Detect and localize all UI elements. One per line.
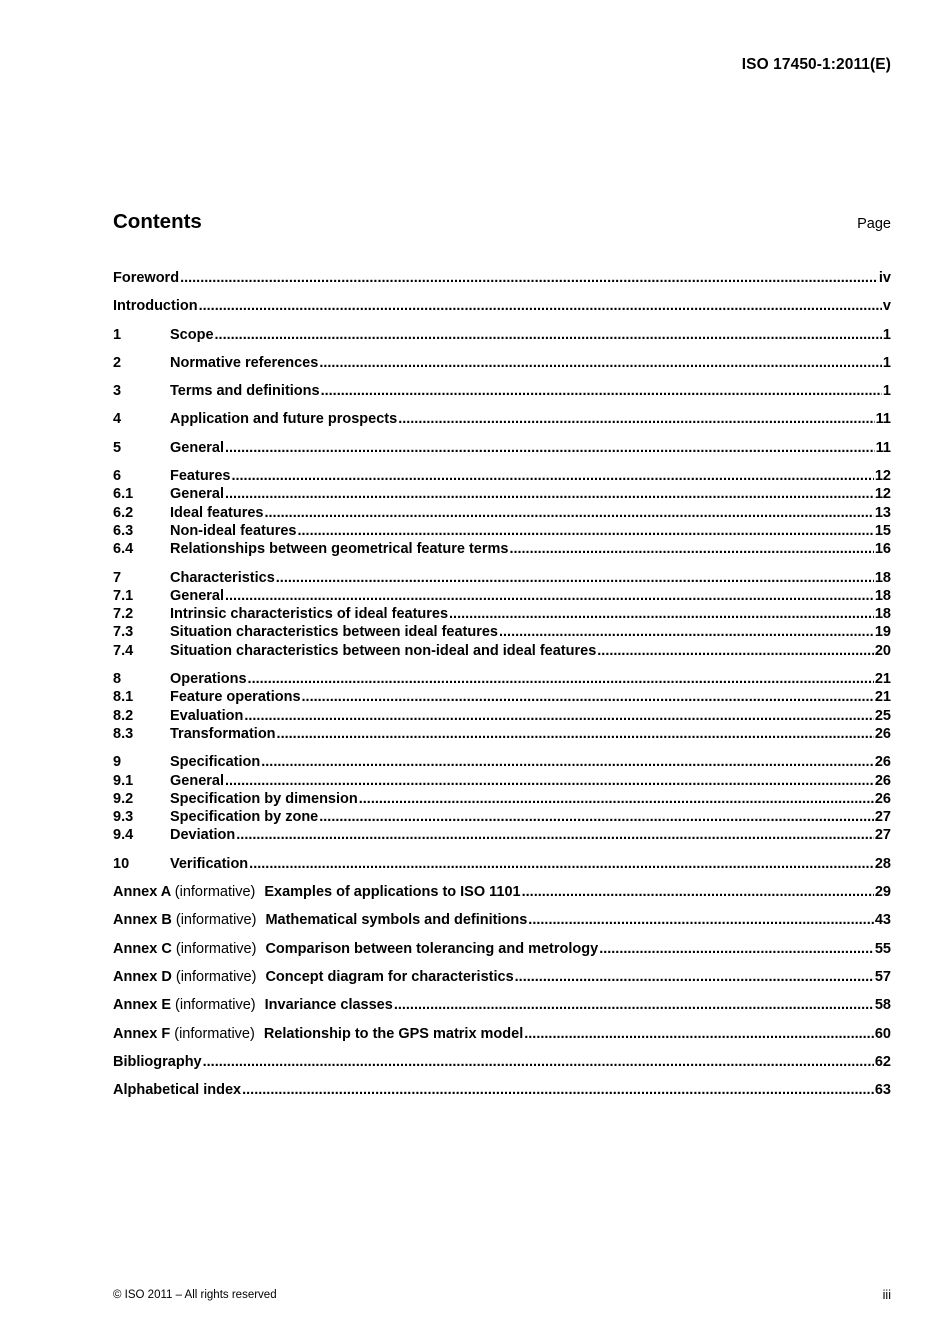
toc-entry-title: Specification (170, 754, 261, 771)
contents-title: Contents (113, 210, 202, 233)
toc-entry-title: Foreword (113, 270, 180, 286)
toc-annex-id: Annex F (113, 1025, 171, 1042)
toc-dot-leader (242, 1081, 874, 1099)
toc-entry[interactable] (113, 642, 891, 660)
toc-annex-id: Annex A (113, 884, 171, 901)
toc-dot-leader (244, 707, 874, 725)
toc-group (113, 883, 891, 901)
toc-entry-page: 12 (874, 468, 891, 485)
toc-dot-leader (261, 753, 874, 771)
toc-entry-number: 9.2 (113, 790, 134, 807)
toc-entry-title: Relationship to the GPS matrix model (263, 1025, 524, 1042)
toc-entry-page: 19 (874, 624, 891, 641)
toc-dot-leader (231, 467, 873, 485)
toc-entry-number: 6 (113, 468, 122, 485)
toc-entry[interactable] (113, 1081, 891, 1099)
toc-dot-leader (298, 522, 874, 540)
toc-entry-title: Ideal features (170, 504, 264, 521)
toc-entry-page: 1 (882, 326, 891, 343)
toc-entry-page: 21 (874, 671, 891, 688)
toc-entry[interactable] (113, 670, 891, 688)
toc-annex-info: (informative) (174, 884, 256, 901)
toc-entry-title: Specification by zone (170, 809, 319, 826)
toc-dot-leader (225, 485, 874, 503)
toc-entry-page: 16 (874, 541, 891, 558)
toc-entry-page: 26 (874, 725, 891, 742)
toc-entry-title: Evaluation (170, 707, 244, 724)
toc-entry-number: 9 (113, 754, 122, 771)
toc-annex-id: Annex E (113, 997, 172, 1014)
footer-copyright: © ISO 2011 – All rights reserved (113, 1289, 277, 1301)
toc-annex-label (113, 1025, 255, 1043)
toc-entry[interactable] (113, 688, 891, 706)
toc-entry-page: 12 (874, 486, 891, 503)
toc-dot-leader (225, 439, 875, 457)
toc-entry[interactable] (113, 940, 891, 958)
toc-dot-leader (277, 725, 874, 743)
table-of-contents (113, 269, 891, 1109)
toc-entry[interactable] (113, 540, 891, 558)
toc-dot-leader (265, 504, 874, 522)
toc-group (113, 753, 891, 844)
toc-annex-label (113, 940, 256, 958)
toc-entry-title: Comparison between tolerancing and metrology (265, 940, 599, 957)
toc-group (113, 855, 891, 873)
toc-entry-page: 18 (874, 587, 891, 604)
toc-entry[interactable] (113, 485, 891, 503)
toc-entry[interactable] (113, 707, 891, 725)
toc-entry-title: Specification by dimension (170, 790, 358, 807)
toc-dot-leader (236, 826, 874, 844)
toc-dot-leader (276, 569, 874, 587)
toc-entry-title: Situation characteristics between non-ideal and ideal features (170, 642, 597, 659)
toc-entry[interactable] (113, 605, 891, 623)
toc-entry[interactable] (113, 725, 891, 743)
toc-group (113, 1053, 891, 1071)
toc-annex-info: (informative) (175, 997, 256, 1014)
toc-group (113, 1025, 891, 1043)
toc-entry-page: 58 (874, 997, 891, 1014)
toc-dot-leader (398, 410, 874, 428)
toc-dot-leader (359, 790, 874, 808)
toc-entry-page: 18 (874, 606, 891, 623)
toc-entry-title: General (170, 772, 224, 789)
toc-entry-title: Normative references (170, 354, 319, 371)
toc-group (113, 410, 891, 428)
toc-dot-leader (499, 623, 874, 641)
toc-dot-leader (319, 808, 874, 826)
toc-entry-title: Transformation (170, 725, 276, 742)
toc-entry[interactable] (113, 1053, 891, 1071)
toc-entry-page: 28 (874, 855, 891, 872)
toc-dot-leader (321, 382, 882, 400)
toc-entry-page: 27 (874, 809, 891, 826)
toc-dot-leader (319, 354, 882, 372)
document-id: ISO 17450-1:2011(E) (741, 56, 891, 73)
toc-entry-number: 9.4 (113, 827, 134, 844)
toc-entry-number: 8.3 (113, 725, 134, 742)
toc-dot-leader (225, 772, 874, 790)
toc-annex-label (113, 883, 255, 901)
toc-dot-leader (522, 883, 874, 901)
toc-dot-leader (199, 297, 882, 315)
toc-annex-label (113, 968, 256, 986)
toc-dot-leader (249, 855, 874, 873)
toc-entry-title: Situation characteristics between ideal features (170, 624, 498, 641)
toc-entry-page: 27 (874, 827, 891, 844)
toc-entry-title: Characteristics (170, 569, 275, 586)
toc-entry-page: 11 (875, 439, 891, 456)
toc-entry-title: Feature operations (170, 689, 301, 706)
toc-entry-number: 6.4 (113, 541, 134, 558)
footer-page-number: iii (882, 1288, 891, 1302)
toc-entry[interactable] (113, 269, 891, 287)
toc-entry-number: 7.4 (113, 642, 134, 659)
toc-entry[interactable] (113, 569, 891, 587)
toc-entry-page: 11 (875, 411, 891, 428)
toc-entry-title: Bibliography (113, 1053, 202, 1070)
toc-annex-label (113, 911, 256, 929)
toc-entry-number: 5 (113, 439, 122, 456)
toc-entry[interactable] (113, 911, 891, 929)
toc-entry-title: General (170, 439, 224, 456)
toc-dot-leader (248, 670, 874, 688)
toc-dot-leader (225, 587, 874, 605)
toc-entry-page: 21 (874, 689, 891, 706)
toc-dot-leader (302, 688, 874, 706)
toc-entry[interactable] (113, 808, 891, 826)
toc-entry-title: Non-ideal features (170, 522, 297, 539)
toc-entry-page: 18 (874, 569, 891, 586)
toc-group (113, 382, 891, 400)
toc-entry-page: 60 (874, 1025, 891, 1042)
toc-annex-id: Annex C (113, 940, 172, 957)
toc-entry[interactable] (113, 587, 891, 605)
toc-entry-title: General (170, 587, 224, 604)
toc-group (113, 911, 891, 929)
toc-group (113, 1081, 891, 1099)
toc-annex-info: (informative) (174, 1025, 255, 1042)
toc-entry-title: Mathematical symbols and definitions (265, 912, 528, 929)
toc-group (113, 968, 891, 986)
toc-entry[interactable] (113, 772, 891, 790)
toc-entry-number: 9.3 (113, 809, 134, 826)
toc-entry-page: iv (878, 270, 891, 286)
toc-dot-leader (528, 911, 874, 929)
toc-group (113, 354, 891, 372)
toc-entry-page: 26 (874, 754, 891, 771)
toc-annex-info: (informative) (175, 912, 257, 929)
toc-entry-number: 7.3 (113, 624, 134, 641)
toc-entry-page: 13 (874, 504, 891, 521)
toc-group (113, 269, 891, 287)
toc-dot-leader (515, 968, 874, 986)
toc-entry-page: 20 (874, 642, 891, 659)
toc-entry-number: 8.1 (113, 689, 134, 706)
toc-entry[interactable] (113, 753, 891, 771)
toc-entry[interactable] (113, 855, 891, 873)
toc-entry-number: 1 (113, 326, 122, 343)
toc-dot-leader (524, 1025, 874, 1043)
toc-entry-title: Intrinsic characteristics of ideal features (170, 606, 449, 623)
toc-entry-title: Application and future prospects (170, 411, 398, 428)
toc-entry-title: General (170, 486, 224, 503)
toc-group (113, 326, 891, 344)
toc-entry-number: 4 (113, 411, 122, 428)
toc-entry-title: Invariance classes (264, 997, 393, 1014)
toc-entry[interactable] (113, 326, 891, 344)
toc-entry-page: 43 (874, 912, 891, 929)
toc-entry-page: 26 (874, 790, 891, 807)
toc-entry-page: 63 (874, 1082, 891, 1099)
toc-dot-leader (599, 940, 874, 958)
toc-annex-info: (informative) (175, 940, 257, 957)
toc-entry-number: 7.1 (113, 587, 134, 604)
toc-entry[interactable] (113, 297, 891, 315)
toc-entry[interactable] (113, 504, 891, 522)
toc-group (113, 940, 891, 958)
toc-dot-leader (394, 996, 874, 1014)
toc-entry-number: 8.2 (113, 707, 134, 724)
toc-entry-title: Verification (170, 855, 249, 872)
toc-entry-title: Relationships between geometrical feature terms (170, 541, 509, 558)
toc-entry-page: 1 (882, 354, 891, 371)
toc-entry[interactable] (113, 354, 891, 372)
toc-entry[interactable] (113, 996, 891, 1014)
toc-entry-title: Examples of applications to ISO 1101 (264, 884, 521, 901)
toc-entry-page: v (882, 298, 891, 315)
toc-entry-number: 7 (113, 569, 122, 586)
toc-entry-number: 6.2 (113, 504, 134, 521)
toc-entry-page: 1 (882, 383, 891, 400)
toc-group (113, 996, 891, 1014)
toc-entry[interactable] (113, 439, 891, 457)
toc-dot-leader (203, 1053, 874, 1071)
toc-entry-page: 25 (874, 707, 891, 724)
toc-entry-number: 10 (113, 855, 130, 872)
toc-entry-title: Concept diagram for characteristics (265, 968, 514, 985)
toc-dot-leader (597, 642, 874, 660)
toc-entry-title: Introduction (113, 298, 198, 315)
toc-entry-page: 15 (874, 522, 891, 539)
toc-entry-number: 8 (113, 671, 122, 688)
toc-entry[interactable] (113, 623, 891, 641)
toc-entry-page: 62 (874, 1053, 891, 1070)
toc-annex-id: Annex B (113, 912, 172, 929)
toc-annex-id: Annex D (113, 968, 172, 985)
toc-group (113, 297, 891, 315)
toc-group (113, 569, 891, 660)
toc-entry-title: Terms and definitions (170, 383, 320, 400)
toc-entry[interactable] (113, 522, 891, 540)
toc-entry[interactable] (113, 410, 891, 428)
toc-entry-number: 3 (113, 383, 122, 400)
toc-entry[interactable] (113, 826, 891, 844)
toc-entry-page: 26 (874, 772, 891, 789)
toc-group (113, 467, 891, 558)
toc-entry-number: 6.3 (113, 522, 134, 539)
toc-entry-title: Scope (170, 326, 214, 343)
toc-entry-title: Operations (170, 671, 247, 688)
toc-entry[interactable] (113, 883, 891, 901)
toc-annex-label (113, 996, 256, 1014)
toc-entry-title: Deviation (170, 827, 236, 844)
toc-group (113, 439, 891, 457)
toc-entry[interactable] (113, 382, 891, 400)
toc-entry-page: 55 (874, 940, 891, 957)
toc-annex-info: (informative) (175, 968, 257, 985)
toc-dot-leader (449, 605, 874, 623)
toc-entry-number: 2 (113, 354, 122, 371)
toc-entry-title: Alphabetical index (113, 1082, 242, 1099)
toc-dot-leader (180, 269, 878, 287)
toc-dot-leader (509, 540, 873, 558)
toc-entry-number: 9.1 (113, 772, 134, 789)
toc-entry-page: 29 (874, 884, 891, 901)
toc-entry-number: 7.2 (113, 606, 134, 623)
toc-entry-number: 6.1 (113, 486, 134, 503)
toc-entry[interactable] (113, 790, 891, 808)
toc-entry-title: Features (170, 468, 231, 485)
toc-entry[interactable] (113, 968, 891, 986)
toc-entry-page: 57 (874, 968, 891, 985)
toc-entry[interactable] (113, 467, 891, 485)
toc-group (113, 670, 891, 743)
toc-dot-leader (215, 326, 882, 344)
page-column-label: Page (857, 216, 891, 232)
toc-entry[interactable] (113, 1025, 891, 1043)
